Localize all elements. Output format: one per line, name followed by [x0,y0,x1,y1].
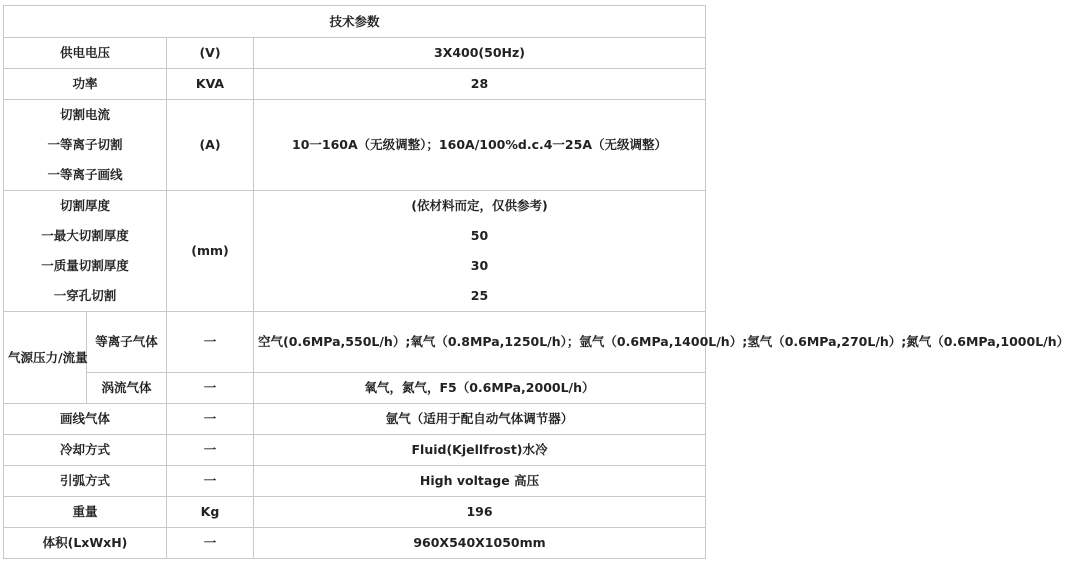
voltage-row [4,38,706,69]
arc-start-row [4,466,706,497]
current-label-line: 切割电流 [59,107,110,122]
weight-value: 196 [254,497,706,528]
title-row [4,6,706,38]
thickness-value-line: 25 [470,288,489,303]
arc-start-label: 引弧方式 [4,466,167,497]
arc-start-value: High voltage 高压 [254,466,706,497]
marking-gas-unit: 一 [167,404,254,435]
volume-row [4,528,706,559]
thickness-label-line: 一穿孔切割 [53,288,117,303]
current-label [4,100,167,191]
thickness-label-line: 切割厚度 [59,198,110,213]
thickness-label-line: 一质量切割厚度 [41,258,129,273]
current-label-line: 一等离子切割 [47,137,123,152]
voltage-unit: (V) [167,38,254,69]
power-value: 28 [254,69,706,100]
thickness-label [4,191,167,312]
thickness-unit: (mm) [167,191,254,312]
power-label: 功率 [4,69,167,100]
plasma-gas-label: 等离子气体 [87,312,167,373]
weight-unit: Kg [167,497,254,528]
volume-label: 体积(LxWxH) [4,528,167,559]
voltage-label: 供电电压 [4,38,167,69]
current-row [4,100,706,191]
swirl-gas-label: 涡流气体 [87,373,167,404]
thickness-label-line: 一最大切割厚度 [41,228,129,243]
marking-gas-value: 氩气（适用于配自动气体调节器） [254,404,706,435]
cooling-row [4,435,706,466]
plasma-gas-value: 空气(0.6MPa,550L/h）;氧气（0.8MPa,1250L/h）；氩气（0.6MPa,1400L/h）;氢气（0.6MPa,270L/h）;氮气（0.6MPa,1000L/h） [254,312,706,373]
swirl-gas-value: 氧气，氮气，F5（0.6MPa,2000L/h） [254,373,706,404]
cooling-value: Fluid(Kjellfrost)水冷 [254,435,706,466]
weight-row [4,497,706,528]
plasma-gas-row [4,312,706,373]
plasma-gas-unit: 一 [167,312,254,373]
swirl-gas-row [4,373,706,404]
thickness-value-line: (依材料而定，仅供参考) [411,198,548,213]
cooling-label: 冷却方式 [4,435,167,466]
gas-pressure-label: 气源压力/流量 [4,312,87,404]
volume-unit: 一 [167,528,254,559]
volume-value: 960X540X1050mm [254,528,706,559]
thickness-row [4,191,706,312]
spec-table [3,5,1069,559]
power-row [4,69,706,100]
arc-start-unit: 一 [167,466,254,497]
thickness-value-line: 50 [470,228,489,243]
weight-label: 重量 [4,497,167,528]
thickness-values [254,191,706,312]
table-title: 技术参数 [4,6,706,38]
current-label-line: 一等离子画线 [47,167,123,182]
cooling-unit: 一 [167,435,254,466]
voltage-value: 3X400(50Hz) [254,38,706,69]
current-value: 10一160A（无级调整）；160A/100%d.c.4一25A（无级调整） [254,100,706,191]
current-unit: (A) [167,100,254,191]
power-unit: KVA [167,69,254,100]
marking-gas-label: 画线气体 [4,404,167,435]
swirl-gas-unit: 一 [167,373,254,404]
marking-gas-row [4,404,706,435]
thickness-value-line: 30 [470,258,489,273]
